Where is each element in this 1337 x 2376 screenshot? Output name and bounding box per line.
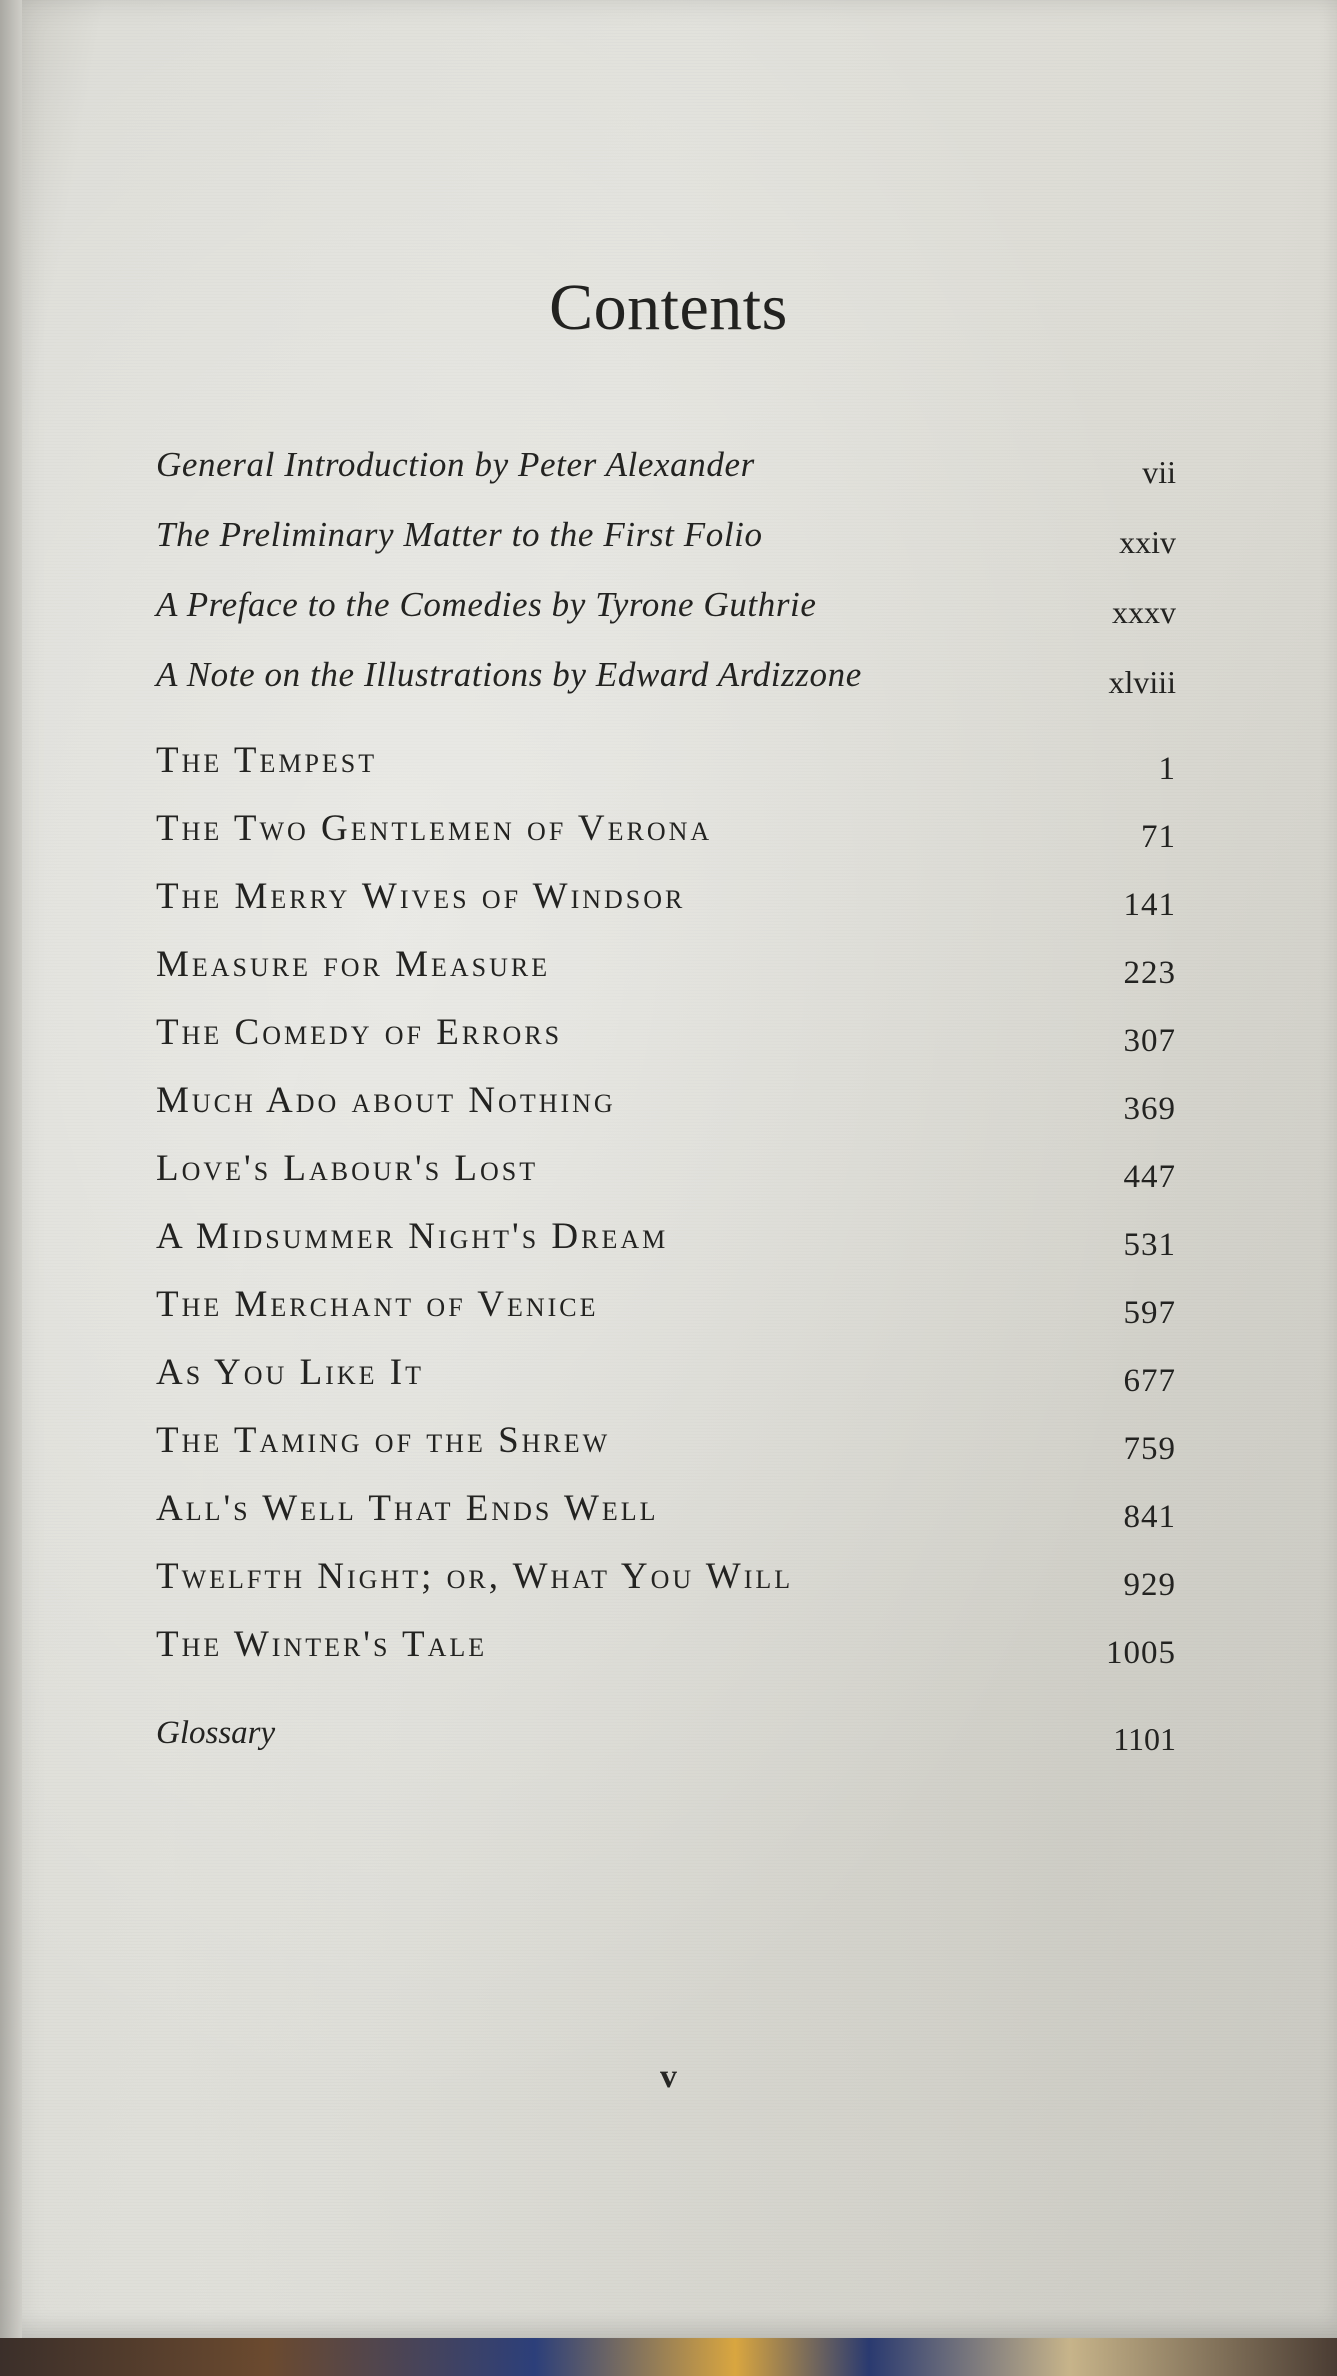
toc-play-entry bbox=[156, 1138, 1176, 1196]
toc-play-title: The Merchant of Venice bbox=[156, 1284, 599, 1325]
toc-play-entry bbox=[156, 1410, 1176, 1468]
toc-entry-general-introduction bbox=[156, 433, 1176, 491]
toc-play-page: 447 bbox=[1123, 1159, 1176, 1195]
toc-entry-page: vii bbox=[1142, 454, 1176, 490]
toc-play-entry bbox=[156, 1342, 1176, 1400]
toc-entry-title: General Introduction by Peter Alexander bbox=[156, 445, 755, 484]
toc-play-page: 223 bbox=[1123, 955, 1176, 991]
toc-play-entry bbox=[156, 1478, 1176, 1536]
toc-play-entry bbox=[156, 798, 1176, 856]
toc-play-page: 141 bbox=[1123, 887, 1176, 923]
toc-play-entry bbox=[156, 866, 1176, 924]
toc-play-title: The Tempest bbox=[156, 740, 378, 781]
toc-entry-title: A Note on the Illustrations by Edward Ardizzone bbox=[156, 655, 862, 694]
contents-heading: Contents bbox=[549, 271, 788, 344]
toc-play-title: Much Ado about Nothing bbox=[156, 1080, 616, 1121]
toc-entry-page: xxxv bbox=[1112, 594, 1176, 630]
toc-play-entry bbox=[156, 1546, 1176, 1604]
toc-play-entry bbox=[156, 1614, 1176, 1672]
toc-play-title: Twelfth Night; or, What You Will bbox=[156, 1556, 794, 1597]
toc-entry-page: xlviii bbox=[1108, 664, 1176, 700]
toc-entry-preface-comedies bbox=[156, 573, 1176, 631]
toc-play-entry bbox=[156, 1206, 1176, 1264]
toc-play-page: 1 bbox=[1158, 751, 1176, 787]
toc-play-page: 759 bbox=[1123, 1431, 1176, 1467]
toc-entry-title: Glossary bbox=[156, 1715, 276, 1751]
toc-play-page: 1005 bbox=[1106, 1635, 1176, 1671]
toc-play-title: All's Well That Ends Well bbox=[156, 1488, 659, 1529]
toc-play-entry bbox=[156, 730, 1176, 788]
toc-entry-title: The Preliminary Matter to the First Folio bbox=[156, 515, 763, 554]
toc-play-entry bbox=[156, 934, 1176, 992]
page-folio-number: v bbox=[660, 2058, 677, 2095]
toc-entry-title: A Preface to the Comedies by Tyrone Guthrie bbox=[156, 585, 817, 624]
page-gutter-edge bbox=[0, 0, 22, 2338]
toc-entry-preliminary-matter bbox=[156, 503, 1176, 561]
toc-play-page: 531 bbox=[1123, 1227, 1176, 1263]
toc-play-title: Love's Labour's Lost bbox=[156, 1148, 539, 1189]
toc-play-page: 597 bbox=[1123, 1295, 1176, 1331]
toc-entry-glossary bbox=[156, 1700, 1176, 1758]
toc-play-page: 307 bbox=[1123, 1023, 1176, 1059]
toc-play-page: 929 bbox=[1123, 1567, 1176, 1603]
toc-play-page: 369 bbox=[1123, 1091, 1176, 1127]
toc-play-page: 841 bbox=[1123, 1499, 1176, 1535]
toc-play-page: 677 bbox=[1123, 1363, 1176, 1399]
toc-entry-note-illustrations bbox=[156, 643, 1176, 701]
toc-play-title: Measure for Measure bbox=[156, 944, 551, 985]
toc-play-title: As You Like It bbox=[156, 1352, 424, 1393]
toc-play-page: 71 bbox=[1141, 819, 1176, 855]
toc-play-entry bbox=[156, 1274, 1176, 1332]
background-books-strip bbox=[0, 2338, 1337, 2376]
toc-play-title: The Merry Wives of Windsor bbox=[156, 876, 686, 917]
toc-play-title: The Two Gentlemen of Verona bbox=[156, 808, 713, 849]
toc-play-title: A Midsummer Night's Dream bbox=[156, 1216, 669, 1257]
toc-entry-page: 1101 bbox=[1113, 1721, 1176, 1757]
toc-play-title: The Taming of the Shrew bbox=[156, 1420, 611, 1461]
toc-entry-page: xxiv bbox=[1119, 524, 1176, 560]
toc-play-entry bbox=[156, 1002, 1176, 1060]
toc-play-entry bbox=[156, 1070, 1176, 1128]
toc-play-title: The Winter's Tale bbox=[156, 1624, 488, 1665]
toc-play-title: The Comedy of Errors bbox=[156, 1012, 563, 1053]
